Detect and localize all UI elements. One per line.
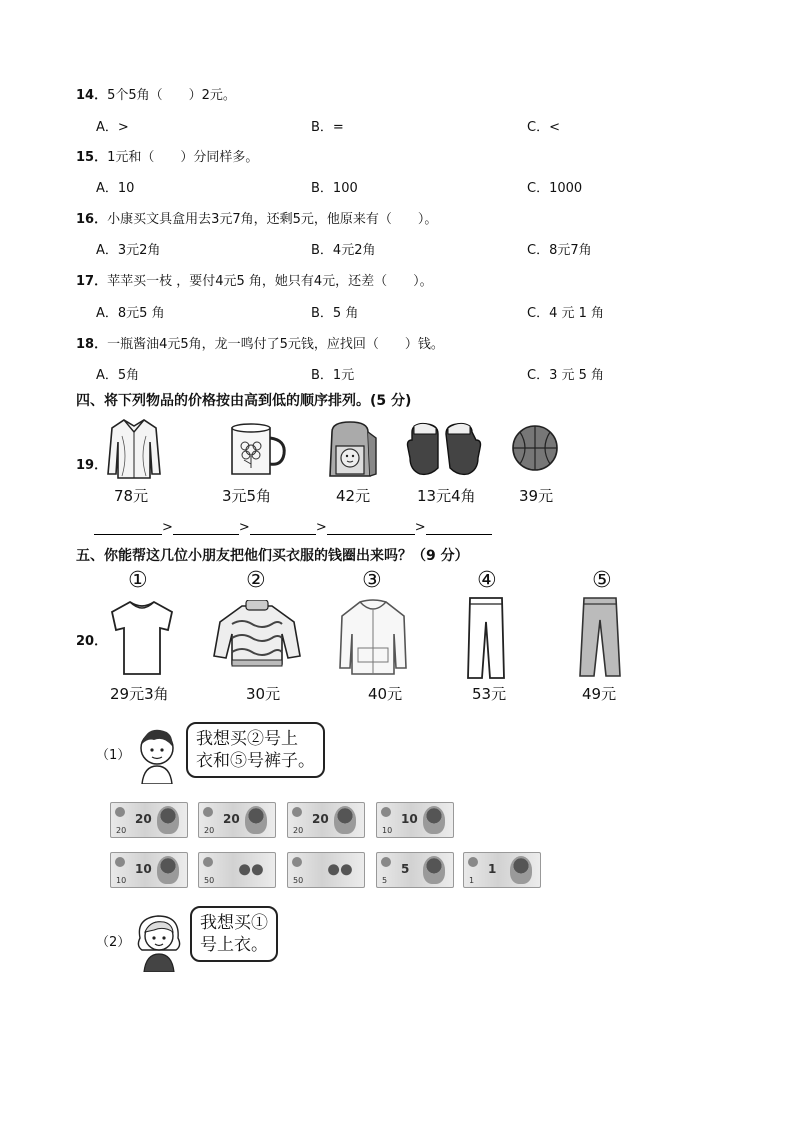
banknote[interactable]: 50	[287, 852, 365, 888]
trousers-icon	[578, 596, 622, 680]
item-label: ②	[246, 568, 266, 593]
answer-blank[interactable]	[173, 520, 239, 535]
item-price: 13元4角	[417, 487, 476, 505]
question-20-number: 20．	[76, 634, 108, 649]
item-label: ⑤	[592, 568, 612, 593]
item-price: 3元5角	[222, 487, 272, 505]
item-price: 53元	[472, 685, 507, 703]
item-price: 29元3角	[110, 685, 169, 703]
speech-bubble	[190, 906, 278, 962]
question-text: 16．小康买文具盒用去3元7角，还剩5元，他原来有（ ）。	[76, 212, 438, 227]
banknote[interactable]: 20 20	[110, 802, 188, 838]
banknote[interactable]: 5 5	[376, 852, 454, 888]
item-label: ④	[477, 568, 497, 593]
hoodie-icon	[338, 598, 408, 678]
answer-blank[interactable]	[250, 520, 316, 535]
option-b[interactable]: B．1元	[311, 368, 355, 383]
mug-icon	[226, 420, 288, 478]
ordering-answer-line: > > > >	[94, 520, 492, 535]
option-a[interactable]: A．3元2角	[96, 243, 161, 258]
item-label: ③	[362, 568, 382, 593]
question-text: 18．一瓶酱油4元5角，龙一鸣付了5元钱，应找回（ ）钱。	[76, 337, 444, 352]
question-text: 15．1元和（ ）分同样多。	[76, 150, 259, 165]
option-c[interactable]: C．3 元 5 角	[527, 368, 605, 383]
answer-blank[interactable]	[327, 520, 415, 535]
sub-question-2-number: （2）	[96, 935, 131, 950]
question-text: 17．苹苹买一枝 ，要付4元5 角，她只有4元，还差（ ）。	[76, 274, 433, 289]
item-price: 30元	[246, 685, 281, 703]
item-price: 78元	[114, 487, 149, 505]
option-c[interactable]: C．1000	[527, 181, 583, 196]
speech-text: 衣和⑤号裤子。	[196, 751, 315, 771]
speech-text: 号上衣。	[200, 935, 268, 955]
option-c[interactable]: C．<	[527, 120, 560, 135]
item-price: 49元	[582, 685, 617, 703]
option-b[interactable]: B．=	[311, 120, 344, 135]
speech-text: 我想买①	[200, 913, 268, 933]
jeans-icon	[466, 596, 506, 680]
tshirt-icon	[110, 598, 174, 678]
question-19-number: 19．	[76, 458, 108, 473]
option-a[interactable]: A．10	[96, 181, 135, 196]
option-a[interactable]: A．5角	[96, 368, 140, 383]
section-4-title: 四、将下列物品的价格按由高到低的顺序排列。(5 分)	[76, 393, 412, 409]
item-label: ①	[128, 568, 148, 593]
speech-text: 我想买②号上	[196, 729, 298, 749]
speech-bubble	[186, 722, 325, 778]
banknote[interactable]: 20 20	[198, 802, 276, 838]
question-text: 14．5个5角（ ）2元。	[76, 88, 236, 103]
shirt-icon	[106, 416, 162, 482]
option-c[interactable]: C．4 元 1 角	[527, 306, 605, 321]
banknote[interactable]: 1 1	[463, 852, 541, 888]
answer-blank[interactable]	[94, 520, 162, 535]
item-price: 40元	[368, 685, 403, 703]
basketball-icon	[510, 423, 560, 473]
section-5-title: 五、你能帮这几位小朋友把他们买衣服的钱圈出来吗？（9 分）	[76, 548, 469, 564]
boy-avatar	[134, 726, 180, 784]
banknote[interactable]: 10 10	[110, 852, 188, 888]
mittens-icon	[406, 420, 482, 478]
banknote[interactable]: 50	[198, 852, 276, 888]
answer-blank[interactable]	[426, 520, 492, 535]
option-c[interactable]: C．8元7角	[527, 243, 592, 258]
item-price: 42元	[336, 487, 371, 505]
option-a[interactable]: A．8元5 角	[96, 306, 165, 321]
option-b[interactable]: B．4元2角	[311, 243, 376, 258]
banknote[interactable]: 10 10	[376, 802, 454, 838]
sweater-icon	[212, 600, 302, 670]
banknote[interactable]: 20 20	[287, 802, 365, 838]
option-a[interactable]: A．>	[96, 120, 129, 135]
girl-avatar	[134, 912, 184, 972]
backpack-icon	[322, 418, 378, 482]
sub-question-1-number: （1）	[96, 748, 131, 763]
option-b[interactable]: B．100	[311, 181, 358, 196]
item-price: 39元	[519, 487, 554, 505]
option-b[interactable]: B．5 角	[311, 306, 359, 321]
